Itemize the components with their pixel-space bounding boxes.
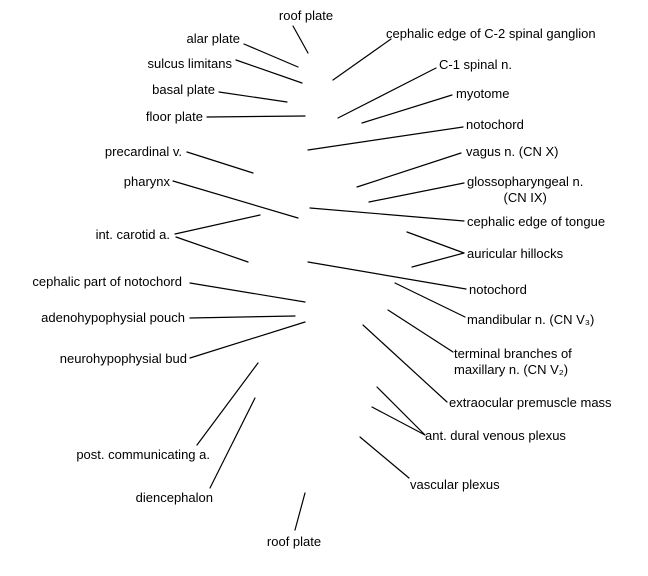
label-extraocular-premuscle-mass — [449, 395, 612, 411]
label-cephalic-part-of-notochord — [32, 274, 182, 290]
label-c1-spinal-n-line-1: C-1 spinal n. — [439, 57, 512, 72]
label-mandibular-n — [467, 312, 594, 328]
label-roof-plate-top — [279, 8, 333, 24]
leader-line-roof-plate-top — [293, 26, 308, 53]
label-floor-plate — [146, 109, 203, 125]
label-pharynx-line-1: pharynx — [123, 174, 170, 189]
leader-line-mandibular-n — [395, 283, 465, 317]
label-precardinal-v-line-1: precardinal v. — [104, 144, 182, 159]
label-diencephalon — [136, 490, 213, 506]
label-cephalic-part-of-notochord-line-1: cephalic part of notochord — [32, 274, 182, 289]
label-sulcus-limitans — [147, 56, 232, 72]
leader-line-basal-plate — [219, 92, 287, 102]
label-adenohypophysial-pouch-line-1: adenohypophysial pouch — [41, 310, 185, 325]
label-roof-plate-top-line-1: roof plate — [278, 8, 334, 23]
label-vagus-n — [466, 144, 558, 160]
leader-line-adenohypophysial-pouch — [190, 316, 295, 318]
label-int-carotid-a-line-1: int. carotid a. — [95, 227, 170, 242]
leader-line-pharynx — [173, 181, 298, 218]
label-roof-plate-bottom — [267, 534, 321, 550]
leader-line-diencephalon — [210, 398, 255, 488]
leader-line-post-communicating-a — [197, 363, 258, 445]
leader-line-ant-dural-venous-plexus — [377, 387, 425, 435]
label-terminal-branches-maxillary-n-line-2: maxillary n. (CN V₂) — [454, 362, 569, 377]
label-alar-plate — [187, 31, 240, 47]
label-mandibular-n-line-1: mandibular n. (CN V₃) — [467, 312, 595, 327]
leader-line-alar-plate — [244, 44, 298, 67]
label-terminal-branches-maxillary-n-line-1: terminal branches of — [454, 346, 572, 361]
label-cephalic-edge-of-tongue-line-1: cephalic edge of tongue — [467, 214, 606, 229]
label-alar-plate-line-1: alar plate — [186, 31, 240, 46]
leader-line-extraocular-premuscle-mass — [363, 325, 447, 402]
label-post-communicating-a — [76, 447, 210, 463]
label-notochord-upper-line-1: notochord — [466, 117, 524, 132]
label-cephalic-edge-c2-spinal-ganglion — [386, 26, 596, 42]
leader-line-ant-dural-venous-plexus — [372, 407, 425, 435]
leader-line-notochord-upper — [308, 127, 463, 150]
label-basal-plate-line-1: basal plate — [152, 82, 215, 97]
label-terminal-branches-maxillary-n — [454, 346, 572, 378]
label-glossopharyngeal-n-line-1: glossopharyngeal n. — [467, 174, 584, 189]
label-vascular-plexus — [410, 477, 500, 493]
label-vagus-n-line-1: vagus n. (CN X) — [466, 144, 559, 159]
leader-line-sulcus-limitans — [236, 60, 302, 83]
label-neurohypophysial-bud-line-1: neurohypophysial bud — [59, 351, 187, 366]
label-neurohypophysial-bud — [60, 351, 187, 367]
leader-line-roof-plate-bottom — [295, 493, 305, 530]
label-ant-dural-venous-plexus-line-1: ant. dural venous plexus — [425, 428, 566, 443]
leader-line-vascular-plexus — [360, 437, 409, 478]
label-myotome — [456, 86, 509, 102]
label-auricular-hillocks-line-1: auricular hillocks — [467, 246, 564, 261]
label-diencephalon-line-1: diencephalon — [135, 490, 213, 505]
label-vascular-plexus-line-1: vascular plexus — [410, 477, 500, 492]
leader-line-auricular-hillocks — [412, 253, 464, 267]
label-glossopharyngeal-n-line-2: (CN IX) — [503, 190, 547, 205]
label-floor-plate-line-1: floor plate — [145, 109, 203, 124]
label-extraocular-premuscle-mass-line-1: extraocular premuscle mass — [449, 395, 612, 410]
label-myotome-line-1: myotome — [456, 86, 510, 101]
label-basal-plate — [152, 82, 215, 98]
leader-line-precardinal-v — [187, 152, 253, 173]
label-pharynx — [124, 174, 170, 190]
label-int-carotid-a — [96, 227, 170, 243]
label-notochord-upper — [466, 117, 524, 133]
leader-line-notochord-lower — [308, 262, 466, 289]
label-cephalic-edge-of-tongue — [467, 214, 605, 230]
label-adenohypophysial-pouch — [41, 310, 185, 326]
leader-line-terminal-branches-maxillary-n — [388, 310, 453, 352]
leader-line-int-carotid-a — [176, 237, 248, 262]
leader-line-neurohypophysial-bud — [190, 322, 305, 358]
leader-line-auricular-hillocks — [407, 232, 464, 253]
label-auricular-hillocks — [467, 246, 563, 262]
leader-line-int-carotid-a — [175, 215, 260, 234]
label-notochord-lower-line-1: notochord — [469, 282, 527, 297]
label-notochord-lower — [469, 282, 527, 298]
label-c1-spinal-n — [439, 57, 512, 73]
leader-line-floor-plate — [207, 116, 305, 117]
leader-line-c1-spinal-n — [338, 68, 436, 118]
leader-line-cephalic-part-of-notochord — [190, 283, 305, 302]
label-post-communicating-a-line-1: post. communicating a. — [76, 447, 210, 462]
label-glossopharyngeal-n — [467, 174, 583, 206]
leader-line-glossopharyngeal-n — [369, 183, 464, 202]
label-sulcus-limitans-line-1: sulcus limitans — [147, 56, 232, 71]
leader-line-cephalic-edge-c2-spinal-ganglion — [333, 39, 391, 80]
label-cephalic-edge-c2-spinal-ganglion-line-1: cephalic edge of C-2 spinal ganglion — [386, 26, 596, 41]
label-precardinal-v — [105, 144, 182, 160]
label-ant-dural-venous-plexus — [425, 428, 566, 444]
leader-line-vagus-n — [357, 153, 461, 187]
leader-line-cephalic-edge-of-tongue — [310, 208, 464, 221]
label-roof-plate-bottom-line-1: roof plate — [266, 534, 322, 549]
